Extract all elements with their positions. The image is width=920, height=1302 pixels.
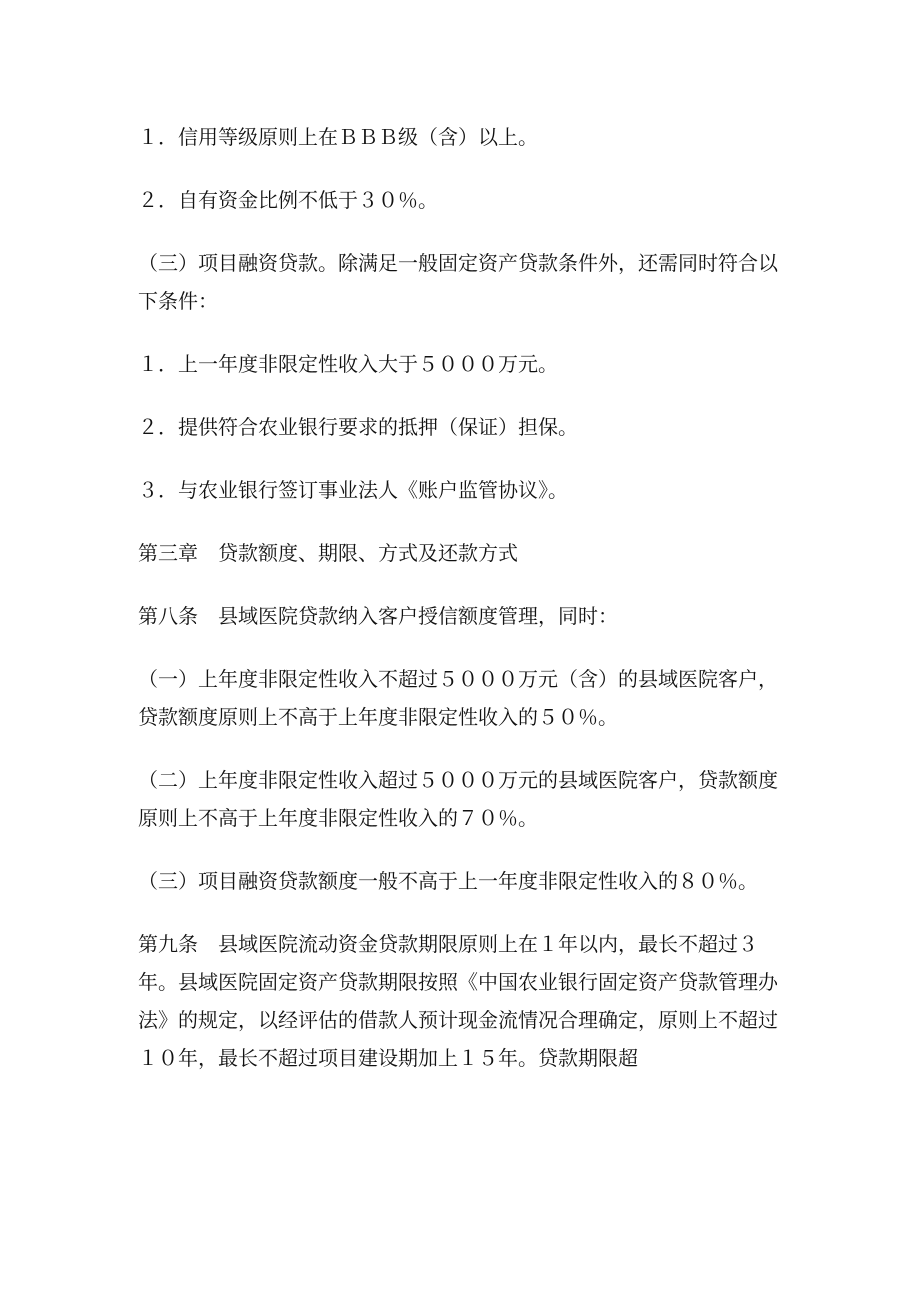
chapter-heading-three: 第三章 贷款额度、期限、方式及还款方式 [138,541,518,565]
paragraph-own-funds-ratio: ２．自有资金比例不低于３０％。 [138,188,438,212]
article-eight: 第八条 县域医院贷款纳入客户授信额度管理，同时： [138,604,618,628]
article-eight-item-one: （一）上年度非限定性收入不超过５０００万元（含）的县域医院客户，贷款额度原则上不高于上年度非限定性收入的５０％。 [138,667,778,729]
paragraph-project-financing-conditions: （三）项目融资贷款。除满足一般固定资产贷款条件外，还需同时符合以下条件： [138,251,778,313]
document-body [138,118,788,1102]
article-eight-item-two: （二）上年度非限定性收入超过５０００万元的县域医院客户，贷款额度原则上不高于上年度非限定性收入的７０％。 [138,768,778,830]
paragraph-collateral-requirement: ２．提供符合农业银行要求的抵押（保证）担保。 [138,415,578,439]
article-nine: 第九条 县域医院流动资金贷款期限原则上在１年以内，最长不超过３年。县域医院固定资产贷款期限按照《中国农业银行固定资产贷款管理办法》的规定，以经评估的借款人预计现金流情况合理确定，原则上不超过１０年，最长不超过项目建设期加上１５年。贷款期限超 [138,932,778,1070]
paragraph-account-supervision: ３．与农业银行签订事业法人《账户监管协议》。 [138,478,568,502]
paragraph-credit-rating: １．信用等级原则上在ＢＢＢ级（含）以上。 [138,125,538,149]
paragraph-income-requirement: １．上一年度非限定性收入大于５０００万元。 [138,352,558,376]
article-eight-item-three: （三）项目融资贷款额度一般不高于上一年度非限定性收入的８０％。 [138,869,758,893]
